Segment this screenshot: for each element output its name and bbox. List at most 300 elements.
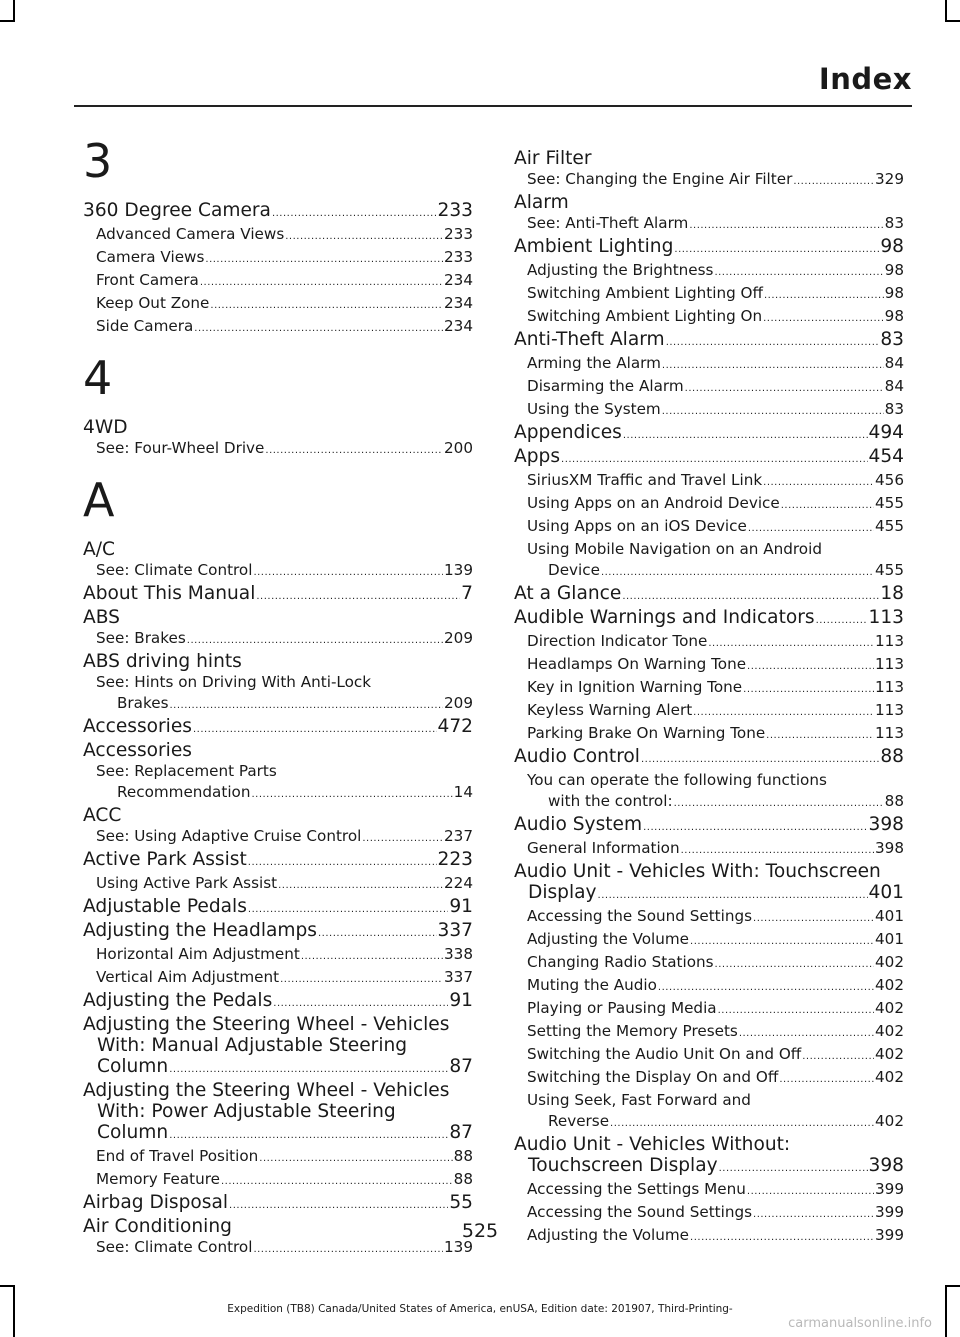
entry-label: Using Apps on an iOS Device — [527, 517, 747, 535]
index-entry[interactable] — [514, 607, 904, 631]
entry-page: 113 — [875, 701, 904, 719]
index-subentry[interactable] — [83, 316, 473, 339]
entry-page: 398 — [875, 839, 904, 857]
entry-page: 87 — [449, 1122, 473, 1143]
entry-label: Accessories — [83, 740, 192, 761]
entry-label: Appendices — [514, 422, 622, 443]
leader-dots — [169, 1056, 448, 1080]
leader-dots — [685, 376, 884, 399]
entry-label: Advanced Camera Views — [96, 225, 285, 243]
entry-page: 113 — [875, 724, 904, 742]
leader-dots — [285, 224, 443, 247]
leader-dots — [681, 838, 874, 861]
leader-dots — [766, 723, 874, 746]
entry-label: Using Seek, Fast Forward and — [527, 1091, 751, 1109]
leader-dots — [362, 826, 443, 849]
entry-page: 329 — [875, 170, 904, 188]
entry-label: ACC — [83, 805, 122, 826]
entry-page: 455 — [875, 494, 904, 512]
entry-page: 401 — [875, 930, 904, 948]
entry-page: 401 — [868, 882, 904, 903]
index-entry[interactable] — [83, 200, 473, 224]
index-entry[interactable] — [514, 192, 904, 213]
crop-mark-bottom-right-horizontal — [945, 1285, 960, 1287]
index-subentry[interactable] — [514, 654, 904, 677]
leader-dots — [662, 399, 884, 422]
leader-dots — [210, 293, 443, 316]
index-subentry[interactable] — [514, 906, 904, 929]
entry-page: 139 — [444, 1238, 473, 1256]
leader-dots — [747, 1179, 874, 1202]
index-subentry[interactable] — [514, 700, 904, 723]
entry-label: Side Camera — [96, 317, 194, 335]
entry-page: 88 — [453, 1170, 473, 1188]
entry-label: Audio Unit - Vehicles With: Touchscreen — [514, 861, 881, 882]
entry-page: 402 — [875, 1068, 904, 1086]
leader-dots — [718, 998, 874, 1021]
entry-page: 88 — [884, 792, 904, 810]
entry-label-continued: Display — [528, 882, 597, 903]
index-column-right — [514, 148, 904, 1248]
entry-label: 360 Degree Camera — [83, 200, 271, 221]
index-subentry[interactable] — [514, 470, 904, 493]
entry-page: 139 — [444, 561, 473, 579]
entry-label: See: Climate Control — [96, 561, 253, 579]
leader-dots — [747, 654, 874, 677]
entry-page: 337 — [437, 920, 473, 941]
entry-label: See: Replacement Parts — [96, 762, 277, 780]
entry-page: 83 — [880, 329, 904, 350]
leader-dots — [643, 814, 867, 838]
leader-dots — [753, 906, 874, 929]
leader-dots — [816, 607, 868, 631]
leader-dots — [764, 283, 884, 306]
leader-dots — [802, 1044, 874, 1067]
entry-label-continued: Column — [97, 1056, 169, 1077]
entry-page: 200 — [444, 439, 473, 457]
entry-label: Air Filter — [514, 148, 592, 169]
leader-dots — [693, 700, 874, 723]
index-subentry[interactable] — [83, 672, 473, 716]
page-title: Index — [818, 62, 912, 96]
entry-page: 472 — [437, 716, 473, 737]
index-subentry[interactable] — [83, 247, 473, 270]
entry-label: Arming the Alarm — [527, 354, 661, 372]
index-subentry[interactable] — [83, 560, 473, 583]
leader-dots — [253, 560, 443, 583]
index-subentry[interactable] — [83, 761, 473, 805]
leader-dots — [674, 791, 884, 814]
index-subentry[interactable] — [514, 631, 904, 654]
entry-page: 399 — [875, 1180, 904, 1198]
index-subentry[interactable] — [83, 224, 473, 247]
entry-label-continued: Recommendation — [117, 783, 251, 801]
index-entry[interactable] — [83, 849, 473, 873]
header-rule — [74, 105, 912, 107]
index-entry[interactable] — [83, 896, 473, 920]
crop-mark-top-right-vertical — [945, 0, 947, 20]
index-entry[interactable] — [514, 861, 904, 906]
entry-label: Parking Brake On Warning Tone — [527, 724, 766, 742]
index-entry[interactable] — [514, 446, 904, 470]
entry-page: 91 — [449, 990, 473, 1011]
leader-dots — [256, 583, 460, 607]
entry-label: Adjusting the Volume — [527, 930, 690, 948]
entry-label-continued: Column — [97, 1122, 169, 1143]
entry-page: 455 — [875, 517, 904, 535]
index-subentry[interactable] — [83, 826, 473, 849]
index-subentry[interactable] — [514, 539, 904, 583]
entry-page: 402 — [875, 976, 904, 994]
entry-label: Adjusting the Volume — [527, 1226, 690, 1244]
index-entry[interactable] — [83, 417, 473, 438]
index-subentry[interactable] — [83, 967, 473, 990]
index-subentry[interactable] — [514, 399, 904, 422]
entry-page: 402 — [875, 999, 904, 1017]
leader-dots — [273, 990, 448, 1014]
entry-page: 237 — [444, 827, 473, 845]
entry-page: 84 — [884, 354, 904, 372]
index-entry[interactable] — [83, 805, 473, 826]
entry-label: Adjusting the Headlamps — [83, 920, 317, 941]
entry-page: 398 — [868, 1155, 904, 1176]
entry-page: 91 — [449, 896, 473, 917]
entry-page: 98 — [884, 261, 904, 279]
entry-label-continued: Device — [548, 561, 600, 579]
entry-page: 98 — [884, 307, 904, 325]
entry-label: Adjusting the Steering Wheel - Vehicles — [83, 1014, 450, 1035]
index-subentry[interactable] — [514, 260, 904, 283]
index-subentry[interactable] — [83, 873, 473, 896]
entry-page: 402 — [875, 1022, 904, 1040]
index-entry[interactable] — [83, 716, 473, 740]
index-subentry[interactable] — [83, 270, 473, 293]
entry-page: 98 — [880, 236, 904, 257]
leader-dots — [739, 1021, 874, 1044]
entry-label: Switching Ambient Lighting Off — [527, 284, 763, 302]
page-number: 525 — [461, 1220, 499, 1242]
crop-mark-top-right-horizontal — [945, 20, 960, 22]
index-subentry[interactable] — [514, 1090, 904, 1134]
index-entry[interactable] — [83, 990, 473, 1014]
index-subentry[interactable] — [514, 306, 904, 329]
crop-mark-bottom-left-horizontal — [0, 1285, 15, 1287]
leader-dots — [658, 975, 874, 998]
entry-label: Setting the Memory Presets — [527, 1022, 738, 1040]
entry-label: Camera Views — [96, 248, 205, 266]
entry-label: Using Apps on an Android Device — [527, 494, 780, 512]
entry-page: 7 — [461, 583, 473, 604]
entry-label-continued: Reverse — [548, 1112, 610, 1130]
entry-page: 224 — [444, 874, 473, 892]
entry-label: Alarm — [514, 192, 569, 213]
index-subentry[interactable] — [514, 677, 904, 700]
leader-dots — [272, 200, 437, 224]
index-subentry[interactable] — [514, 1021, 904, 1044]
index-subentry[interactable] — [514, 169, 904, 192]
entry-label: Keep Out Zone — [96, 294, 210, 312]
entry-page: 18 — [880, 583, 904, 604]
index-subentry[interactable] — [514, 516, 904, 539]
entry-label: Adjusting the Pedals — [83, 990, 273, 1011]
index-entry[interactable] — [83, 583, 473, 607]
entry-label: See: Climate Control — [96, 1238, 253, 1256]
entry-label-continued: With: Power Adjustable Steering — [97, 1101, 396, 1122]
entry-page: 399 — [875, 1203, 904, 1221]
footer-text: Expedition (TB8) Canada/United States of America, enUSA, Edition date: 201907, Third-Printing- — [227, 1303, 733, 1315]
entry-page: 402 — [875, 953, 904, 971]
entry-label: End of Travel Position — [96, 1147, 259, 1165]
entry-label: Audio System — [514, 814, 643, 835]
index-subentry[interactable] — [514, 283, 904, 306]
entry-page: 234 — [444, 294, 473, 312]
index-entry[interactable] — [514, 814, 904, 838]
index-subentry[interactable] — [514, 1067, 904, 1090]
index-subentry[interactable] — [514, 1179, 904, 1202]
entry-label: Adjustable Pedals — [83, 896, 247, 917]
entry-page: 88 — [453, 1147, 473, 1165]
leader-dots — [280, 967, 443, 990]
entry-label: Active Park Assist — [83, 849, 247, 870]
entry-label: See: Four-Wheel Drive — [96, 439, 265, 457]
entry-label: Airbag Disposal — [83, 1192, 229, 1213]
entry-page: 233 — [444, 225, 473, 243]
entry-page: 402 — [875, 1045, 904, 1063]
index-subentry[interactable] — [514, 353, 904, 376]
entry-label: Disarming the Alarm — [527, 377, 684, 395]
index-subentry[interactable] — [514, 929, 904, 952]
index-entry[interactable] — [83, 539, 473, 560]
entry-label: Accessing the Settings Menu — [527, 1180, 746, 1198]
leader-dots — [259, 1146, 452, 1169]
entry-label: You can operate the following functions — [527, 771, 827, 789]
leader-dots — [715, 952, 874, 975]
entry-label: See: Brakes — [96, 629, 186, 647]
entry-label: Audible Warnings and Indicators — [514, 607, 815, 628]
entry-label-continued: Touchscreen Display — [528, 1155, 718, 1176]
leader-dots — [301, 944, 443, 967]
entry-page: 233 — [437, 200, 473, 221]
index-entry[interactable] — [514, 422, 904, 446]
index-entry[interactable] — [83, 920, 473, 944]
entry-page: 456 — [875, 471, 904, 489]
leader-dots — [205, 247, 443, 270]
crop-mark-top-left-horizontal — [0, 20, 15, 22]
index-entry[interactable] — [83, 1014, 473, 1080]
index-subentry[interactable] — [514, 998, 904, 1021]
index-entry[interactable] — [514, 236, 904, 260]
entry-page: 398 — [868, 814, 904, 835]
entry-label: See: Anti-Theft Alarm — [527, 214, 689, 232]
index-group-heading: 4 — [83, 351, 113, 405]
entry-label: Anti-Theft Alarm — [514, 329, 665, 350]
entry-label: Air Conditioning — [83, 1216, 232, 1237]
index-subentry[interactable] — [514, 975, 904, 998]
entry-page: 14 — [453, 783, 473, 801]
entry-label: See: Using Adaptive Cruise Control — [96, 827, 362, 845]
leader-dots — [318, 920, 437, 944]
leader-dots — [763, 306, 884, 329]
entry-label: Switching Ambient Lighting On — [527, 307, 763, 325]
leader-dots — [221, 1169, 453, 1192]
entry-label: Playing or Pausing Media — [527, 999, 717, 1017]
leader-dots — [641, 746, 879, 770]
entry-page: 88 — [880, 746, 904, 767]
entry-label: Key in Ignition Warning Tone — [527, 678, 743, 696]
entry-label: See: Changing the Engine Air Filter — [527, 170, 793, 188]
index-entry[interactable] — [83, 607, 473, 628]
entry-page: 234 — [444, 317, 473, 335]
entry-page: 338 — [444, 945, 473, 963]
index-subentry[interactable] — [514, 952, 904, 975]
index-subentry[interactable] — [83, 1169, 473, 1192]
index-subentry[interactable] — [514, 723, 904, 746]
index-subentry[interactable] — [514, 213, 904, 236]
entry-page: 87 — [449, 1056, 473, 1077]
entry-label: Direction Indicator Tone — [527, 632, 708, 650]
leader-dots — [229, 1192, 448, 1216]
leader-dots — [743, 677, 874, 700]
entry-label: Apps — [514, 446, 561, 467]
entry-page: 337 — [444, 968, 473, 986]
leader-dots — [623, 422, 868, 446]
entry-page: 113 — [875, 678, 904, 696]
entry-page: 55 — [449, 1192, 473, 1213]
index-subentry[interactable] — [83, 1146, 473, 1169]
index-entry[interactable] — [514, 1134, 904, 1179]
entry-page: 83 — [884, 400, 904, 418]
index-entry[interactable] — [514, 746, 904, 770]
entry-label: Headlamps On Warning Tone — [527, 655, 747, 673]
entry-label: A/C — [83, 539, 115, 560]
index-subentry[interactable] — [514, 493, 904, 516]
index-subentry[interactable] — [514, 770, 904, 814]
index-group-heading: 3 — [83, 134, 113, 188]
entry-page: 454 — [868, 446, 904, 467]
leader-dots — [662, 353, 884, 376]
entry-label: Horizontal Aim Adjustment — [96, 945, 300, 963]
leader-dots — [169, 693, 443, 716]
watermark: carmanualsonline.info — [788, 1316, 932, 1331]
leader-dots — [714, 260, 883, 283]
leader-dots — [666, 329, 880, 353]
leader-dots — [779, 1067, 874, 1090]
entry-page: 113 — [868, 607, 904, 628]
leader-dots — [690, 929, 874, 952]
entry-label: ABS — [83, 607, 120, 628]
leader-dots — [748, 516, 874, 539]
leader-dots — [278, 873, 443, 896]
entry-label: Audio Unit - Vehicles Without: — [514, 1134, 791, 1155]
entry-label: Vertical Aim Adjustment — [96, 968, 280, 986]
index-entry[interactable] — [83, 1080, 473, 1146]
index-entry[interactable] — [83, 1192, 473, 1216]
entry-page: 83 — [884, 214, 904, 232]
entry-label: Switching the Audio Unit On and Off — [527, 1045, 802, 1063]
index-entry[interactable] — [514, 148, 904, 169]
entry-page: 455 — [875, 561, 904, 579]
entry-page: 494 — [868, 422, 904, 443]
leader-dots — [622, 583, 879, 607]
index-subentry[interactable] — [514, 838, 904, 861]
index-column-left — [83, 136, 473, 1260]
leader-dots — [248, 849, 437, 873]
index-subentry[interactable] — [514, 376, 904, 399]
entry-label: Using Active Park Assist — [96, 874, 278, 892]
crop-mark-top-left-vertical — [13, 0, 15, 20]
leader-dots — [689, 213, 883, 236]
leader-dots — [194, 316, 443, 339]
leader-dots — [193, 716, 437, 740]
entry-label: Accessories — [83, 716, 192, 737]
entry-label: Switching the Display On and Off — [527, 1068, 779, 1086]
leader-dots — [793, 169, 874, 192]
entry-page: 209 — [444, 629, 473, 647]
entry-label: Audio Control — [514, 746, 640, 767]
entry-page: 402 — [875, 1112, 904, 1130]
entry-label-continued: With: Manual Adjustable Steering — [97, 1035, 408, 1056]
entry-page: 113 — [875, 632, 904, 650]
index-subentry[interactable] — [83, 438, 473, 461]
entry-label: Memory Feature — [96, 1170, 220, 1188]
entry-page: 223 — [437, 849, 473, 870]
entry-label: Accessing the Sound Settings — [527, 907, 753, 925]
entry-label-continued: with the control: — [548, 792, 673, 810]
leader-dots — [248, 896, 448, 920]
leader-dots — [200, 270, 443, 293]
index-subentry[interactable] — [514, 1044, 904, 1067]
index-subentry[interactable] — [83, 628, 473, 651]
entry-label: Adjusting the Brightness — [527, 261, 714, 279]
leader-dots — [781, 493, 874, 516]
entry-label: Keyless Warning Alert — [527, 701, 693, 719]
entry-label: 4WD — [83, 417, 128, 438]
index-group-heading: A — [83, 473, 115, 527]
index-entry[interactable] — [83, 651, 473, 672]
entry-label: SiriusXM Traffic and Travel Link — [527, 471, 763, 489]
leader-dots — [598, 882, 868, 906]
leader-dots — [674, 236, 879, 260]
entry-label: Changing Radio Stations — [527, 953, 714, 971]
leader-dots — [601, 560, 874, 583]
entry-page: 209 — [444, 694, 473, 712]
entry-page: 399 — [875, 1226, 904, 1244]
entry-label: ABS driving hints — [83, 651, 242, 672]
entry-page: 234 — [444, 271, 473, 289]
leader-dots — [561, 446, 867, 470]
entry-label: Using Mobile Navigation on an Android — [527, 540, 822, 558]
index-subentry[interactable] — [83, 944, 473, 967]
leader-dots — [719, 1155, 868, 1179]
entry-label: General Information — [527, 839, 680, 857]
index-entry[interactable] — [514, 583, 904, 607]
entry-label: At a Glance — [514, 583, 622, 604]
entry-label: Adjusting the Steering Wheel - Vehicles — [83, 1080, 450, 1101]
leader-dots — [187, 628, 443, 651]
entry-label: Front Camera — [96, 271, 199, 289]
leader-dots — [251, 782, 452, 805]
entry-label: Ambient Lighting — [514, 236, 674, 257]
entry-label: See: Hints on Driving With Anti-Lock — [96, 673, 372, 691]
index-subentry[interactable] — [83, 293, 473, 316]
index-entry[interactable] — [83, 740, 473, 761]
entry-page: 113 — [875, 655, 904, 673]
entry-label-continued: Brakes — [117, 694, 169, 712]
leader-dots — [763, 470, 874, 493]
leader-dots — [708, 631, 874, 654]
entry-page: 98 — [884, 284, 904, 302]
index-entry[interactable] — [514, 329, 904, 353]
